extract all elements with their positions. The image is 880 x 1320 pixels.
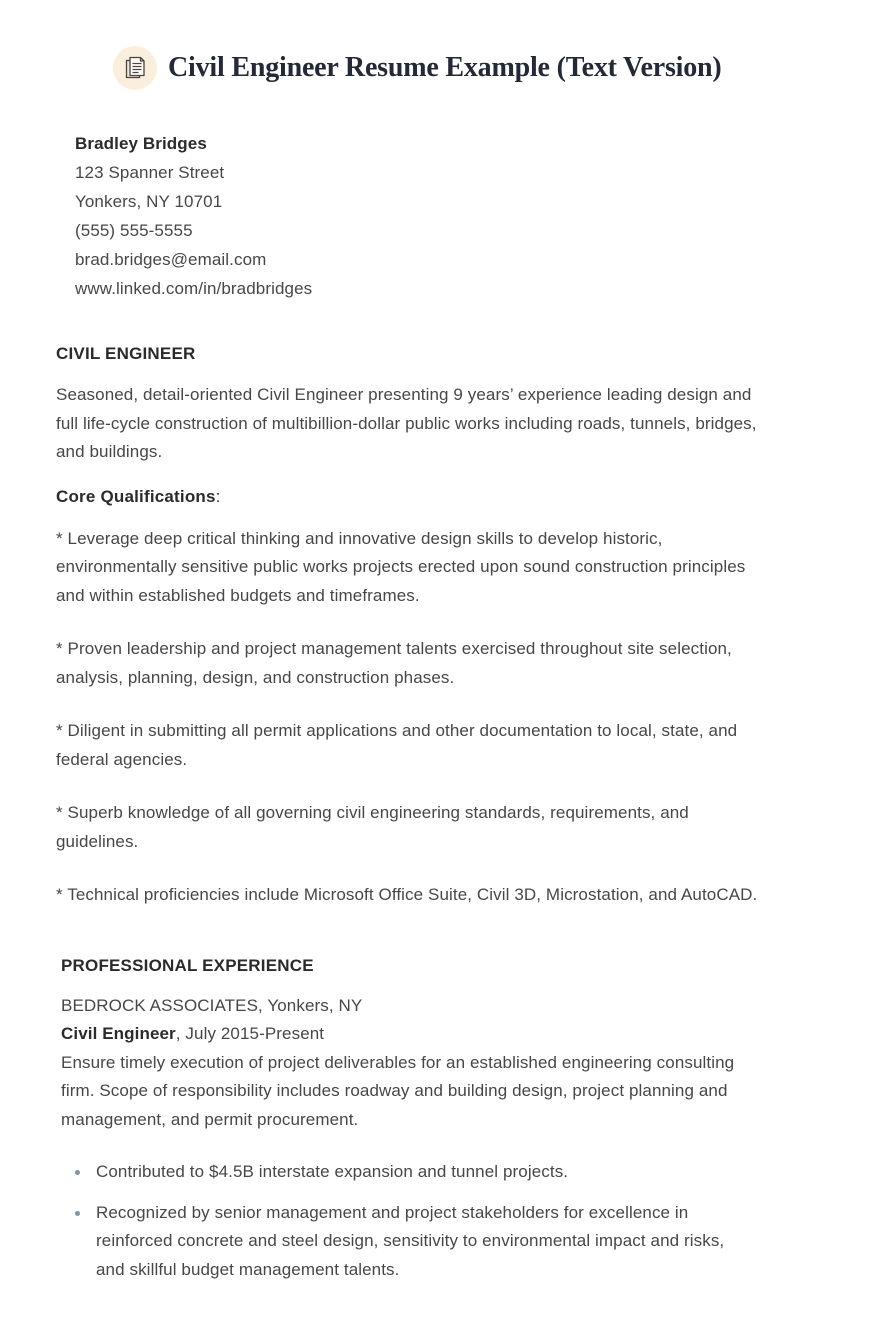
experience-role-title: Civil Engineer (61, 1024, 176, 1043)
contact-street: 123 Spanner Street (75, 163, 225, 182)
experience-entry (61, 992, 824, 1285)
core-qualification-item: * Leverage deep critical thinking and innovative design skills to develop historic, environmentally sensitive public works projects erected upon sound construction principles and within established budgets and timeframes. (56, 528, 746, 605)
contact-phone: (555) 555-5555 (75, 221, 193, 240)
core-qualifications-heading (56, 487, 824, 507)
experience-company: BEDROCK ASSOCIATES, Yonkers, NY (61, 995, 363, 1015)
professional-experience-heading: PROFESSIONAL EXPERIENCE (61, 955, 314, 975)
experience-role-line (61, 1020, 824, 1049)
summary-section (56, 344, 824, 467)
core-qualification-item: * Diligent in submitting all permit applications and other documentation to local, state, and federal agencies. (56, 721, 738, 769)
experience-bullet-item: Recognized by senior management and project stakeholders for excellence in reinforced concrete and steel design, sensitivity to environmental impact and risks, and skillful budget management talents. (75, 1199, 747, 1285)
experience-bullet-item: Contributed to $4.5B interstate expansion and tunnel projects. (75, 1158, 747, 1187)
experience-role-dates: , July 2015-Present (175, 1024, 325, 1043)
core-qualification-item: * Proven leadership and project management talents exercised throughout site selection, analysis, planning, design, and construction phases. (56, 639, 732, 687)
contact-website: www.linked.com/in/bradbridges (75, 279, 313, 298)
core-qualifications-list (56, 525, 824, 910)
summary-paragraph: Seasoned, detail-oriented Civil Engineer presenting 9 years’ experience leading design and full life-cycle construction of multibillion-dollar public works including roads, tunnels, bridges, and buildings. (56, 385, 757, 461)
core-qualifications-heading-text: Core Qualifications (56, 486, 216, 506)
experience-bullet-list (75, 1158, 824, 1284)
contact-name: Bradley Bridges (75, 134, 207, 153)
page-title: Civil Engineer Resume Example (Text Version) (168, 52, 722, 83)
experience-description: Ensure timely execution of project deliverables for an established engineering consulting firm. Scope of responsibility includes roadway and building design, project planning and management, and permit procurement. (61, 1052, 735, 1129)
contact-email: brad.bridges@email.com (75, 250, 267, 269)
core-qualifications-heading-colon: : (215, 486, 221, 506)
core-qualification-item: * Technical proficiencies include Microsoft Office Suite, Civil 3D, Microstation, and AutoCAD. (56, 885, 758, 904)
core-qualification-item: * Superb knowledge of all governing civil engineering standards, requirements, and guidelines. (56, 803, 689, 851)
summary-heading: CIVIL ENGINEER (56, 344, 196, 363)
core-qualifications-section (56, 487, 824, 910)
contact-city: Yonkers, NY 10701 (75, 192, 223, 211)
professional-experience-section (61, 956, 824, 1285)
page-header (113, 46, 824, 90)
document-pages-icon (113, 46, 157, 90)
contact-block (75, 129, 824, 303)
